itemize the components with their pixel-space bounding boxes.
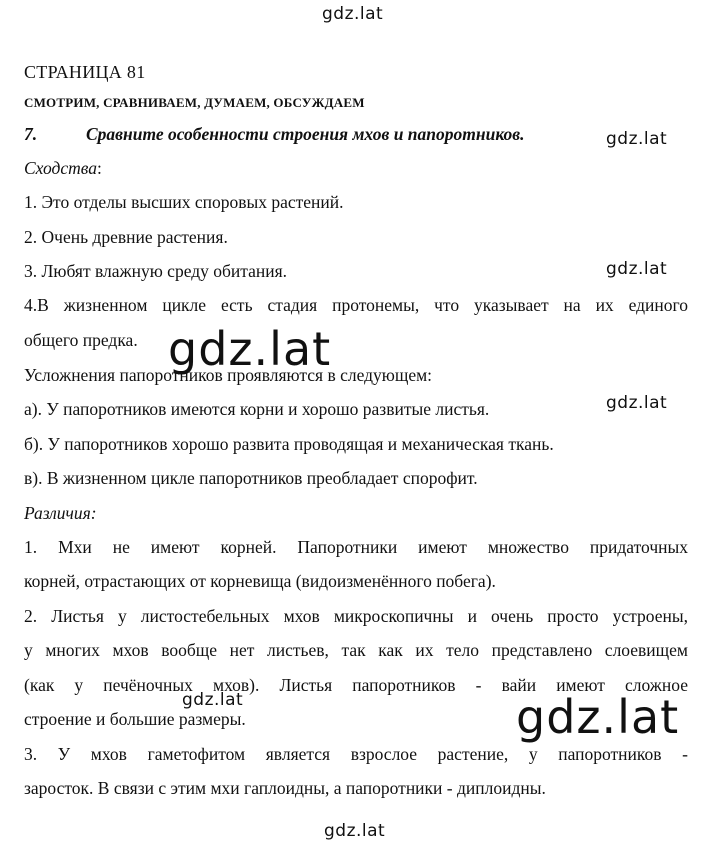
- watermark-right-2: gdz.lat: [606, 259, 668, 279]
- watermark-large-left: gdz.lat: [168, 322, 332, 376]
- watermark-large-right: gdz.lat: [516, 690, 680, 744]
- similarity-item: 4.В жизненном цикле есть стадия протонемы, что указывает на их единого: [24, 295, 688, 315]
- difference-line: у многих мхов вообще нет листьев, так как их тело представлено слоевищем: [24, 640, 688, 660]
- complication-item: а). У папоротников имеются корни и хорошо развитые листья.: [24, 399, 490, 419]
- difference-line: заросток. В связи с этим мхи гаплоидны, а папоротники - диплоидны.: [24, 778, 546, 798]
- differences-heading: Различия:: [24, 503, 97, 523]
- similarity-item: 2. Очень древние растения.: [24, 227, 228, 247]
- complications-intro: Усложнения папоротников проявляются в следующем:: [24, 365, 433, 385]
- similarities-heading-text: Сходства: [24, 158, 98, 178]
- watermark-right-1: gdz.lat: [606, 129, 668, 149]
- difference-line: корней, отрастающих от корневища (видоизменённого побега).: [24, 571, 496, 591]
- similarities-heading: [24, 157, 102, 179]
- difference-line: (как у печёночных мхов). Листья папоротников - вайи имеют сложное: [24, 675, 688, 695]
- page-title: СТРАНИЦА 81: [24, 62, 146, 82]
- watermark-top: gdz.lat: [322, 4, 384, 24]
- task-number: 7.: [24, 124, 38, 144]
- complication-item: в). В жизненном цикле папоротников преобладает спорофит.: [24, 468, 478, 488]
- task-line: [24, 123, 524, 145]
- task-text: Сравните особенности строения мхов и папоротников.: [86, 124, 525, 144]
- complication-item: б). У папоротников хорошо развита проводящая и механическая ткань.: [24, 434, 554, 454]
- difference-line: строение и большие размеры.: [24, 709, 246, 729]
- difference-line: 3. У мхов гаметофитом является взрослое растение, у папоротников -: [24, 744, 688, 764]
- watermark-right-3: gdz.lat: [606, 393, 668, 413]
- similarity-item: 1. Это отделы высших споровых растений.: [24, 192, 344, 212]
- watermark-small-middle: gdz.lat: [182, 690, 244, 710]
- section-subtitle: СМОТРИМ, СРАВНИВАЕМ, ДУМАЕМ, ОБСУЖДАЕМ: [24, 95, 365, 110]
- difference-line: 1. Мхи не имеют корней. Папоротники имеют множество придаточных: [24, 537, 688, 557]
- difference-line: 2. Листья у листостебельных мхов микроскопичны и очень просто устроены,: [24, 606, 688, 626]
- similarities-heading-colon: :: [97, 158, 102, 178]
- similarity-item: 3. Любят влажную среду обитания.: [24, 261, 288, 281]
- similarity-item-continued: общего предка.: [24, 330, 138, 350]
- watermark-bottom: gdz.lat: [324, 821, 386, 841]
